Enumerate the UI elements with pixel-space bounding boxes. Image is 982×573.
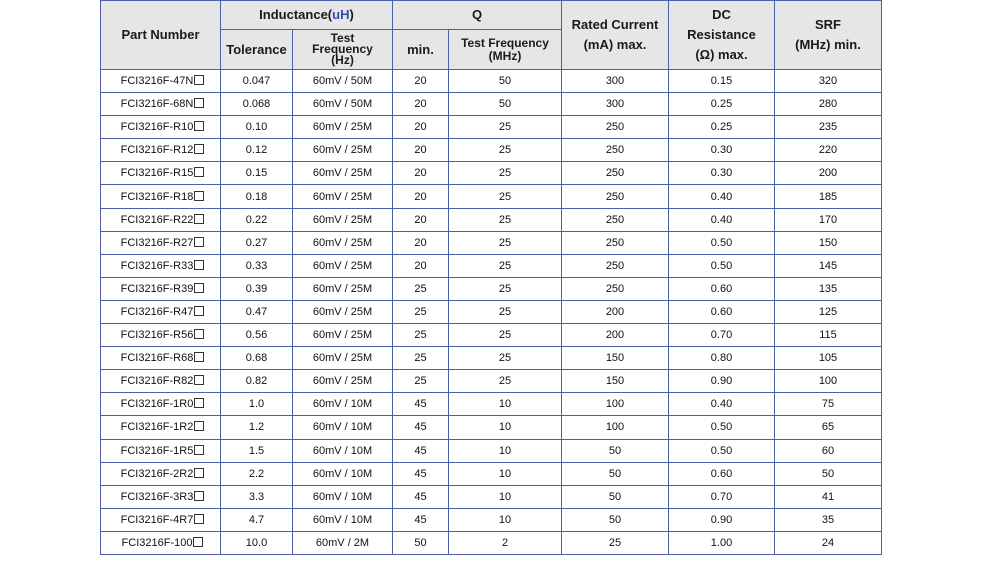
table-row <box>101 93 882 116</box>
cell-test-frequency: 60mV / 25M <box>293 208 393 231</box>
cell-q-test-frequency: 25 <box>449 300 562 323</box>
cell-test-frequency: 60mV / 50M <box>293 70 393 93</box>
cell-q-test-frequency: 25 <box>449 185 562 208</box>
cell-tolerance: 0.39 <box>221 277 293 300</box>
cell-rated-current: 250 <box>562 139 669 162</box>
table-row <box>101 231 882 254</box>
part-number-text: FCI3216F-R39 <box>120 282 194 295</box>
cell-rated-current: 250 <box>562 277 669 300</box>
cell-tolerance: 0.18 <box>221 185 293 208</box>
header-q-tf-line2: (MHz) <box>488 48 522 63</box>
cell-srf: 41 <box>775 485 882 508</box>
table-row <box>101 439 882 462</box>
cell-q-min: 45 <box>393 439 449 462</box>
cell-q-min: 20 <box>393 162 449 185</box>
cell-part-number <box>101 139 221 162</box>
cell-part-number <box>101 93 221 116</box>
cell-dc-resistance: 0.60 <box>669 300 775 323</box>
cell-q-test-frequency: 25 <box>449 162 562 185</box>
cell-part-number <box>101 347 221 370</box>
cell-rated-current: 200 <box>562 324 669 347</box>
empty-box-icon <box>194 144 204 154</box>
cell-rated-current: 150 <box>562 347 669 370</box>
cell-q-min: 20 <box>393 254 449 277</box>
cell-dc-resistance: 0.40 <box>669 393 775 416</box>
empty-box-icon <box>194 98 204 108</box>
cell-q-min: 45 <box>393 485 449 508</box>
empty-box-icon <box>194 237 204 247</box>
header-dc-line2: Resistance <box>687 27 756 42</box>
header-dc-line1: DC <box>712 7 731 22</box>
cell-tolerance: 0.15 <box>221 162 293 185</box>
cell-q-test-frequency: 25 <box>449 370 562 393</box>
cell-rated-current: 250 <box>562 208 669 231</box>
cell-q-test-frequency: 10 <box>449 485 562 508</box>
empty-box-icon <box>194 352 204 362</box>
cell-test-frequency: 60mV / 25M <box>293 300 393 323</box>
header-q-test-frequency <box>449 30 562 70</box>
cell-srf: 235 <box>775 116 882 139</box>
table-row <box>101 70 882 93</box>
header-q: Q <box>393 1 562 30</box>
header-q-min: min. <box>393 30 449 70</box>
cell-srf: 75 <box>775 393 882 416</box>
table-row <box>101 393 882 416</box>
cell-dc-resistance: 0.40 <box>669 185 775 208</box>
part-number-text: FCI3216F-68N <box>120 98 194 111</box>
cell-srf: 50 <box>775 462 882 485</box>
cell-q-min: 20 <box>393 208 449 231</box>
table-row <box>101 485 882 508</box>
cell-q-min: 25 <box>393 277 449 300</box>
table-row <box>101 462 882 485</box>
header-dc-resistance <box>669 1 775 70</box>
empty-box-icon <box>194 491 204 501</box>
cell-dc-resistance: 0.50 <box>669 231 775 254</box>
cell-srf: 145 <box>775 254 882 277</box>
cell-q-test-frequency: 25 <box>449 324 562 347</box>
cell-q-min: 45 <box>393 416 449 439</box>
cell-test-frequency: 60mV / 25M <box>293 139 393 162</box>
cell-test-frequency: 60mV / 25M <box>293 162 393 185</box>
cell-tolerance: 0.33 <box>221 254 293 277</box>
part-number-text: FCI3216F-R18 <box>120 190 194 203</box>
cell-tolerance: 1.2 <box>221 416 293 439</box>
header-inductance-unit: uH <box>332 7 350 22</box>
part-number-text: FCI3216F-R27 <box>120 236 194 249</box>
header-ind-test-frequency <box>293 30 393 70</box>
cell-tolerance: 3.3 <box>221 485 293 508</box>
cell-q-min: 45 <box>393 462 449 485</box>
spec-table-container <box>100 0 882 555</box>
cell-q-test-frequency: 50 <box>449 93 562 116</box>
cell-part-number <box>101 393 221 416</box>
table-row <box>101 277 882 300</box>
empty-box-icon <box>194 214 204 224</box>
cell-part-number <box>101 254 221 277</box>
cell-tolerance: 4.7 <box>221 508 293 531</box>
cell-rated-current: 250 <box>562 162 669 185</box>
cell-part-number <box>101 439 221 462</box>
cell-q-test-frequency: 25 <box>449 347 562 370</box>
inductor-spec-table <box>100 0 882 555</box>
header-ind-tf-line3: (Hz) <box>331 53 354 67</box>
cell-part-number <box>101 185 221 208</box>
cell-tolerance: 0.68 <box>221 347 293 370</box>
cell-rated-current: 150 <box>562 370 669 393</box>
header-rated-current-line2: (mA) max. <box>583 37 647 52</box>
cell-srf: 24 <box>775 531 882 554</box>
part-number-text: FCI3216F-3R3 <box>120 490 194 503</box>
part-number-text: FCI3216F-R47 <box>120 305 194 318</box>
cell-dc-resistance: 0.25 <box>669 93 775 116</box>
cell-test-frequency: 60mV / 25M <box>293 324 393 347</box>
cell-part-number <box>101 416 221 439</box>
cell-rated-current: 50 <box>562 485 669 508</box>
cell-q-test-frequency: 10 <box>449 439 562 462</box>
cell-q-test-frequency: 25 <box>449 277 562 300</box>
cell-dc-resistance: 0.30 <box>669 139 775 162</box>
header-part-number: Part Number <box>101 1 221 70</box>
cell-srf: 125 <box>775 300 882 323</box>
cell-q-test-frequency: 10 <box>449 393 562 416</box>
cell-srf: 150 <box>775 231 882 254</box>
cell-test-frequency: 60mV / 10M <box>293 439 393 462</box>
cell-tolerance: 10.0 <box>221 531 293 554</box>
empty-box-icon <box>194 514 204 524</box>
cell-part-number <box>101 324 221 347</box>
cell-dc-resistance: 0.50 <box>669 254 775 277</box>
part-number-text: FCI3216F-47N <box>120 75 194 88</box>
empty-box-icon <box>194 468 204 478</box>
part-number-text: FCI3216F-2R2 <box>120 467 194 480</box>
cell-part-number <box>101 277 221 300</box>
cell-rated-current: 250 <box>562 116 669 139</box>
cell-test-frequency: 60mV / 10M <box>293 393 393 416</box>
cell-tolerance: 0.82 <box>221 370 293 393</box>
cell-dc-resistance: 0.90 <box>669 370 775 393</box>
cell-q-min: 45 <box>393 393 449 416</box>
cell-q-min: 25 <box>393 347 449 370</box>
cell-srf: 105 <box>775 347 882 370</box>
cell-q-test-frequency: 2 <box>449 531 562 554</box>
cell-dc-resistance: 0.30 <box>669 162 775 185</box>
cell-q-min: 20 <box>393 116 449 139</box>
empty-box-icon <box>193 537 203 547</box>
cell-srf: 60 <box>775 439 882 462</box>
cell-q-test-frequency: 25 <box>449 254 562 277</box>
cell-dc-resistance: 0.50 <box>669 439 775 462</box>
cell-tolerance: 2.2 <box>221 462 293 485</box>
table-row <box>101 300 882 323</box>
cell-rated-current: 200 <box>562 300 669 323</box>
table-row <box>101 162 882 185</box>
header-ind-tf-line1: Test <box>330 31 355 45</box>
table-row <box>101 116 882 139</box>
part-number-text: FCI3216F-R10 <box>120 121 194 134</box>
cell-test-frequency: 60mV / 10M <box>293 416 393 439</box>
part-number-text: FCI3216F-R22 <box>120 213 194 226</box>
cell-part-number <box>101 70 221 93</box>
cell-tolerance: 0.12 <box>221 139 293 162</box>
part-number-text: FCI3216F-R56 <box>120 329 194 342</box>
part-number-text: FCI3216F-1R5 <box>120 444 194 457</box>
cell-part-number <box>101 462 221 485</box>
cell-tolerance: 0.22 <box>221 208 293 231</box>
cell-rated-current: 250 <box>562 185 669 208</box>
cell-part-number <box>101 531 221 554</box>
cell-q-min: 20 <box>393 70 449 93</box>
cell-q-test-frequency: 25 <box>449 208 562 231</box>
part-number-text: FCI3216F-1R2 <box>120 421 194 434</box>
empty-box-icon <box>194 306 204 316</box>
empty-box-icon <box>194 398 204 408</box>
cell-tolerance: 1.0 <box>221 393 293 416</box>
empty-box-icon <box>194 191 204 201</box>
cell-test-frequency: 60mV / 25M <box>293 277 393 300</box>
cell-test-frequency: 60mV / 25M <box>293 370 393 393</box>
cell-rated-current: 50 <box>562 439 669 462</box>
table-row <box>101 324 882 347</box>
cell-dc-resistance: 1.00 <box>669 531 775 554</box>
cell-q-min: 25 <box>393 324 449 347</box>
header-srf-line1: SRF <box>815 17 841 32</box>
cell-srf: 115 <box>775 324 882 347</box>
header-srf <box>775 1 882 70</box>
cell-test-frequency: 60mV / 10M <box>293 508 393 531</box>
header-q-tf-line1: Test Frequency <box>461 35 549 50</box>
part-number-text: FCI3216F-R68 <box>120 352 194 365</box>
part-number-text: FCI3216F-R12 <box>120 144 194 157</box>
header-tolerance: Tolerance <box>221 30 293 70</box>
cell-tolerance: 0.068 <box>221 93 293 116</box>
cell-srf: 35 <box>775 508 882 531</box>
cell-test-frequency: 60mV / 25M <box>293 185 393 208</box>
cell-part-number <box>101 116 221 139</box>
empty-box-icon <box>194 260 204 270</box>
cell-test-frequency: 60mV / 25M <box>293 254 393 277</box>
cell-rated-current: 100 <box>562 416 669 439</box>
cell-rated-current: 300 <box>562 93 669 116</box>
cell-dc-resistance: 0.60 <box>669 277 775 300</box>
cell-rated-current: 50 <box>562 508 669 531</box>
empty-box-icon <box>194 167 204 177</box>
cell-tolerance: 1.5 <box>221 439 293 462</box>
cell-q-min: 45 <box>393 508 449 531</box>
cell-q-test-frequency: 25 <box>449 231 562 254</box>
part-number-text: FCI3216F-R82 <box>120 375 194 388</box>
cell-rated-current: 50 <box>562 462 669 485</box>
cell-srf: 320 <box>775 70 882 93</box>
table-row <box>101 370 882 393</box>
cell-tolerance: 0.10 <box>221 116 293 139</box>
cell-q-test-frequency: 50 <box>449 70 562 93</box>
table-row <box>101 139 882 162</box>
cell-rated-current: 25 <box>562 531 669 554</box>
cell-part-number <box>101 208 221 231</box>
cell-test-frequency: 60mV / 25M <box>293 231 393 254</box>
table-row <box>101 508 882 531</box>
table-row <box>101 185 882 208</box>
empty-box-icon <box>194 283 204 293</box>
cell-tolerance: 0.56 <box>221 324 293 347</box>
table-row <box>101 254 882 277</box>
header-rated-current-line1: Rated Current <box>571 17 659 32</box>
part-number-text: FCI3216F-4R7 <box>120 513 194 526</box>
table-row <box>101 347 882 370</box>
cell-srf: 220 <box>775 139 882 162</box>
header-dc-line3: (Ω) max. <box>695 47 748 62</box>
cell-dc-resistance: 0.70 <box>669 485 775 508</box>
empty-box-icon <box>194 121 204 131</box>
cell-q-min: 50 <box>393 531 449 554</box>
cell-dc-resistance: 0.60 <box>669 462 775 485</box>
header-inductance-close: ) <box>349 7 354 22</box>
cell-q-min: 25 <box>393 370 449 393</box>
cell-srf: 185 <box>775 185 882 208</box>
cell-tolerance: 0.047 <box>221 70 293 93</box>
empty-box-icon <box>194 329 204 339</box>
cell-tolerance: 0.27 <box>221 231 293 254</box>
cell-part-number <box>101 300 221 323</box>
cell-q-test-frequency: 10 <box>449 508 562 531</box>
cell-q-min: 20 <box>393 139 449 162</box>
cell-test-frequency: 60mV / 25M <box>293 116 393 139</box>
cell-dc-resistance: 0.90 <box>669 508 775 531</box>
cell-dc-resistance: 0.70 <box>669 324 775 347</box>
cell-test-frequency: 60mV / 2M <box>293 531 393 554</box>
cell-part-number <box>101 370 221 393</box>
cell-dc-resistance: 0.15 <box>669 70 775 93</box>
part-number-text: FCI3216F-100 <box>121 536 193 549</box>
cell-dc-resistance: 0.80 <box>669 347 775 370</box>
table-row <box>101 208 882 231</box>
part-number-text: FCI3216F-R15 <box>120 167 194 180</box>
cell-srf: 135 <box>775 277 882 300</box>
cell-dc-resistance: 0.40 <box>669 208 775 231</box>
table-header <box>101 1 882 70</box>
cell-rated-current: 100 <box>562 393 669 416</box>
cell-rated-current: 250 <box>562 254 669 277</box>
empty-box-icon <box>194 375 204 385</box>
cell-test-frequency: 60mV / 50M <box>293 93 393 116</box>
cell-q-test-frequency: 10 <box>449 416 562 439</box>
cell-srf: 200 <box>775 162 882 185</box>
cell-test-frequency: 60mV / 10M <box>293 485 393 508</box>
cell-part-number <box>101 231 221 254</box>
cell-q-min: 20 <box>393 185 449 208</box>
cell-tolerance: 0.47 <box>221 300 293 323</box>
cell-q-min: 20 <box>393 93 449 116</box>
cell-dc-resistance: 0.50 <box>669 416 775 439</box>
cell-part-number <box>101 508 221 531</box>
cell-srf: 100 <box>775 370 882 393</box>
cell-q-test-frequency: 25 <box>449 139 562 162</box>
empty-box-icon <box>194 421 204 431</box>
cell-part-number <box>101 162 221 185</box>
cell-dc-resistance: 0.25 <box>669 116 775 139</box>
cell-q-test-frequency: 25 <box>449 116 562 139</box>
table-row <box>101 416 882 439</box>
header-ind-tf-line2: Frequency <box>312 42 373 56</box>
cell-srf: 65 <box>775 416 882 439</box>
empty-box-icon <box>194 445 204 455</box>
cell-srf: 170 <box>775 208 882 231</box>
header-srf-line2: (MHz) min. <box>795 37 861 52</box>
cell-q-min: 20 <box>393 231 449 254</box>
cell-rated-current: 300 <box>562 70 669 93</box>
cell-test-frequency: 60mV / 10M <box>293 462 393 485</box>
header-inductance <box>221 1 393 30</box>
header-rated-current <box>562 1 669 70</box>
table-row <box>101 531 882 554</box>
table-body <box>101 70 882 555</box>
cell-q-min: 25 <box>393 300 449 323</box>
empty-box-icon <box>194 75 204 85</box>
cell-rated-current: 250 <box>562 231 669 254</box>
header-inductance-label: Inductance( <box>259 7 333 22</box>
part-number-text: FCI3216F-R33 <box>120 259 194 272</box>
cell-test-frequency: 60mV / 25M <box>293 347 393 370</box>
cell-q-test-frequency: 10 <box>449 462 562 485</box>
cell-part-number <box>101 485 221 508</box>
part-number-text: FCI3216F-1R0 <box>120 398 194 411</box>
cell-srf: 280 <box>775 93 882 116</box>
